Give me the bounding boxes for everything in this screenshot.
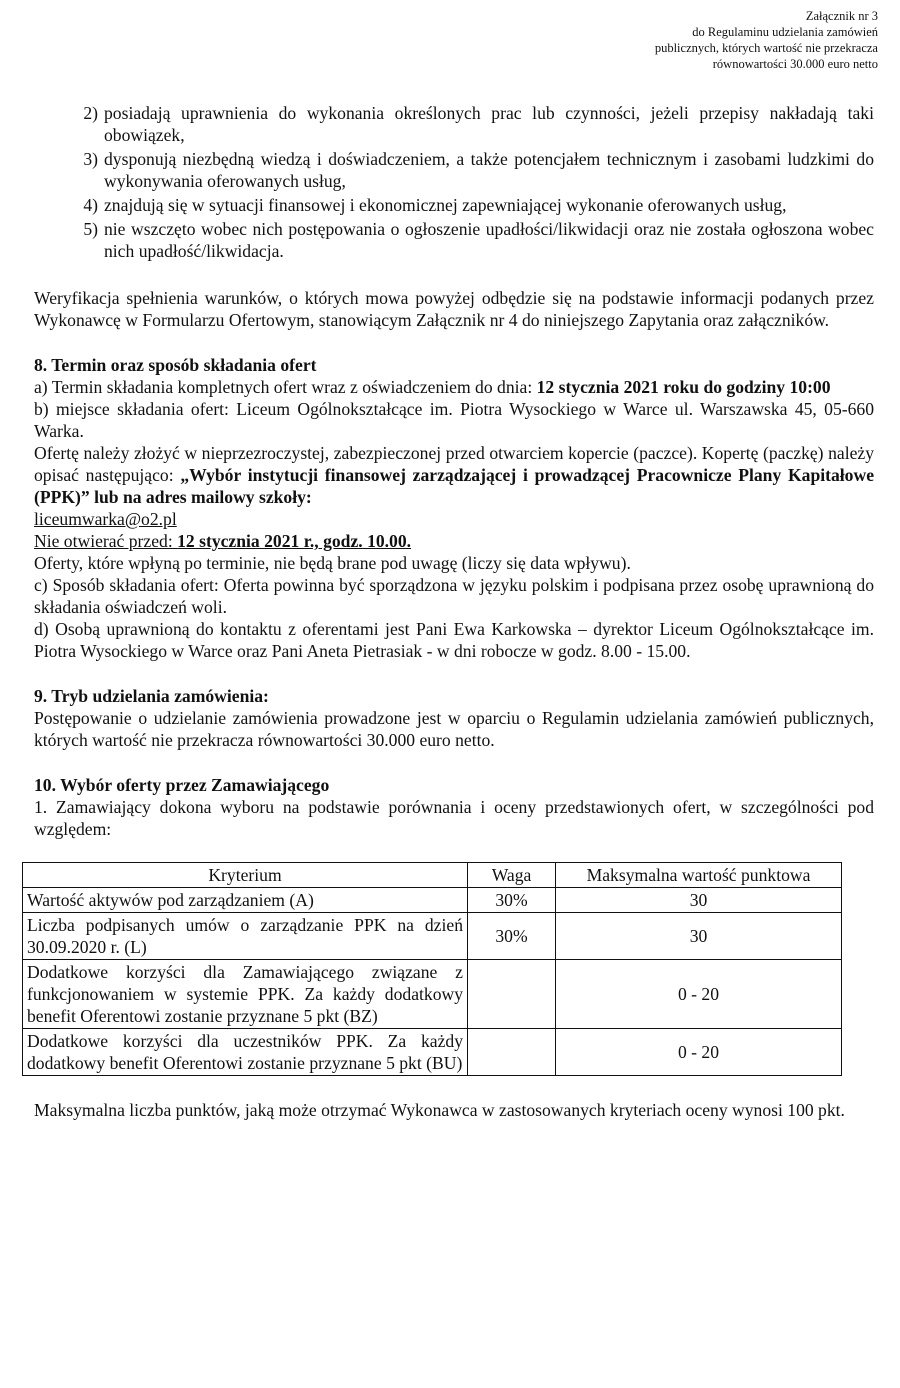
- header-line: równowartości 30.000 euro netto: [712, 57, 878, 71]
- header-line: Załącznik nr 3: [805, 9, 878, 23]
- max-points-cell: 30: [556, 913, 842, 960]
- max-points-cell: 30: [556, 888, 842, 913]
- envelope-label: „Wybór instytucji finansowej zarządzającej i prowadzącej Pracownicze Plany Kapitałowe (PPK)” lub na adres mailowy szkoły:: [34, 465, 874, 507]
- criterion-cell: Dodatkowe korzyści dla Zamawiającego związane z funkcjonowaniem w systemie PPK. Za każdy dodatkowy benefit Oferentowi zostanie przyznane 5 pkt (BZ): [23, 960, 468, 1029]
- table-row: [23, 1029, 842, 1076]
- table-header-row: [23, 863, 842, 888]
- document-body: [27, 102, 874, 1121]
- column-header: Maksymalna wartość punktowa: [556, 863, 842, 888]
- list-item: [34, 148, 874, 192]
- do-not-open-date: 12 stycznia 2021 r., godz. 10.00.: [177, 531, 412, 551]
- criterion-cell: Wartość aktywów pod zarządzaniem (A): [23, 888, 468, 913]
- deadline-text: a) Termin składania kompletnych ofert wraz z oświadczeniem do dnia:: [34, 377, 537, 397]
- requirements-list: [34, 102, 874, 262]
- max-points-cell: 0 - 20: [556, 960, 842, 1029]
- weight-cell: [468, 1029, 556, 1076]
- do-not-open-line: [34, 530, 874, 552]
- email-link[interactable]: liceumwarka@o2.pl: [34, 509, 177, 529]
- item-number: 5): [83, 219, 98, 239]
- weight-cell: 30%: [468, 913, 556, 960]
- weight-cell: 30%: [468, 888, 556, 913]
- closing-paragraph: Maksymalna liczba punktów, jaką może otrzymać Wykonawca w zastosowanych kryteriach oceny wynosi 100 pkt.: [34, 1100, 845, 1120]
- envelope-paragraph: [34, 442, 874, 530]
- location-paragraph: b) miejsce składania ofert: Liceum Ogólnokształcące im. Piotra Wysockiego w Warce ul. Warszawska 45, 05-660 Warka.: [34, 399, 874, 441]
- section-9-title: 9. Tryb udzielania zamówienia:: [34, 686, 269, 706]
- criteria-table: [22, 862, 842, 1076]
- item-text: dysponują niezbędną wiedzą i doświadczeniem, a także potencjałem technicznym i zasobami ludzkimi do wykonywania oferowanych usług,: [104, 149, 874, 191]
- column-header: Kryterium: [23, 863, 468, 888]
- item-number: 2): [83, 103, 98, 123]
- submission-method-paragraph: c) Sposób składania ofert: Oferta powinna być sporządzona w języku polskim i podpisana przez osobę uprawnioną do składania oświadczeń woli.: [34, 575, 874, 617]
- deadline-paragraph: [34, 376, 874, 398]
- criterion-cell: Dodatkowe korzyści dla uczestników PPK. Za każdy dodatkowy benefit Oferentowi zostanie przyznane 5 pkt (BU): [23, 1029, 468, 1076]
- selection-intro: 1. Zamawiający dokona wyboru na podstawie porównania i oceny przedstawionych ofert, w szczególności pod względem:: [34, 797, 874, 839]
- attachment-header: [578, 8, 878, 72]
- section-10-title: 10. Wybór oferty przez Zamawiającego: [34, 775, 330, 795]
- table-row: [23, 913, 842, 960]
- column-header: Waga: [468, 863, 556, 888]
- envelope-text: Ofertę należy złożyć w nieprzezroczystej, zabezpieczonej przed otwarciem kopercie (paczce). Kopertę (paczkę) należy opisać następująco:: [34, 443, 874, 485]
- list-item: [34, 102, 874, 146]
- header-line: publicznych, których wartość nie przekracza: [654, 41, 878, 55]
- late-offers-paragraph: Oferty, które wpłyną po terminie, nie będą brane pod uwagę (liczy się data wpływu).: [34, 553, 631, 573]
- do-not-open-text: Nie otwierać przed:: [34, 531, 178, 551]
- item-text: znajdują się w sytuacji finansowej i ekonomicznej zapewniającej wykonanie oferowanych usług,: [104, 195, 787, 215]
- max-points-cell: 0 - 20: [556, 1029, 842, 1076]
- verification-paragraph: Weryfikacja spełnienia warunków, o których mowa powyżej odbędzie się na podstawie informacji podanych przez Wykonawcę w Formularzu Ofertowym, stanowiącym Załącznik nr 4 do niniejszego Zapytania oraz załączników.: [34, 288, 874, 330]
- list-item: [34, 218, 874, 262]
- procedure-paragraph: Postępowanie o udzielanie zamówienia prowadzone jest w oparciu o Regulamin udzielania zamówień publicznych, których wartość nie przekracza równowartości 30.000 euro netto.: [34, 708, 874, 750]
- header-line: do Regulaminu udzielania zamówień: [692, 25, 878, 39]
- contact-paragraph: d) Osobą uprawnioną do kontaktu z oferentami jest Pani Ewa Karkowska – dyrektor Liceum Ogólnokształcące im. Piotra Wysockiego w Warce oraz Pani Aneta Pietrasiak - w dni robocze w godz. 8.00 - 15.00.: [34, 619, 874, 661]
- table-row: [23, 960, 842, 1029]
- criterion-cell: Liczba podpisanych umów o zarządzanie PPK na dzień 30.09.2020 r. (L): [23, 913, 468, 960]
- item-text: nie wszczęto wobec nich postępowania o ogłoszenie upadłości/likwidacji oraz nie została ogłoszona wobec nich upadłość/likwidacja.: [104, 219, 874, 261]
- item-number: 3): [83, 149, 98, 169]
- list-item: [34, 194, 874, 216]
- item-text: posiadają uprawnienia do wykonania określonych prac lub czynności, jeżeli przepisy nakładają taki obowiązek,: [104, 103, 874, 145]
- deadline-date: 12 stycznia 2021 roku do godziny 10:00: [536, 377, 831, 397]
- table-row: [23, 888, 842, 913]
- item-number: 4): [83, 195, 98, 215]
- weight-cell: [468, 960, 556, 1029]
- section-8-title: 8. Termin oraz sposób składania ofert: [34, 355, 317, 375]
